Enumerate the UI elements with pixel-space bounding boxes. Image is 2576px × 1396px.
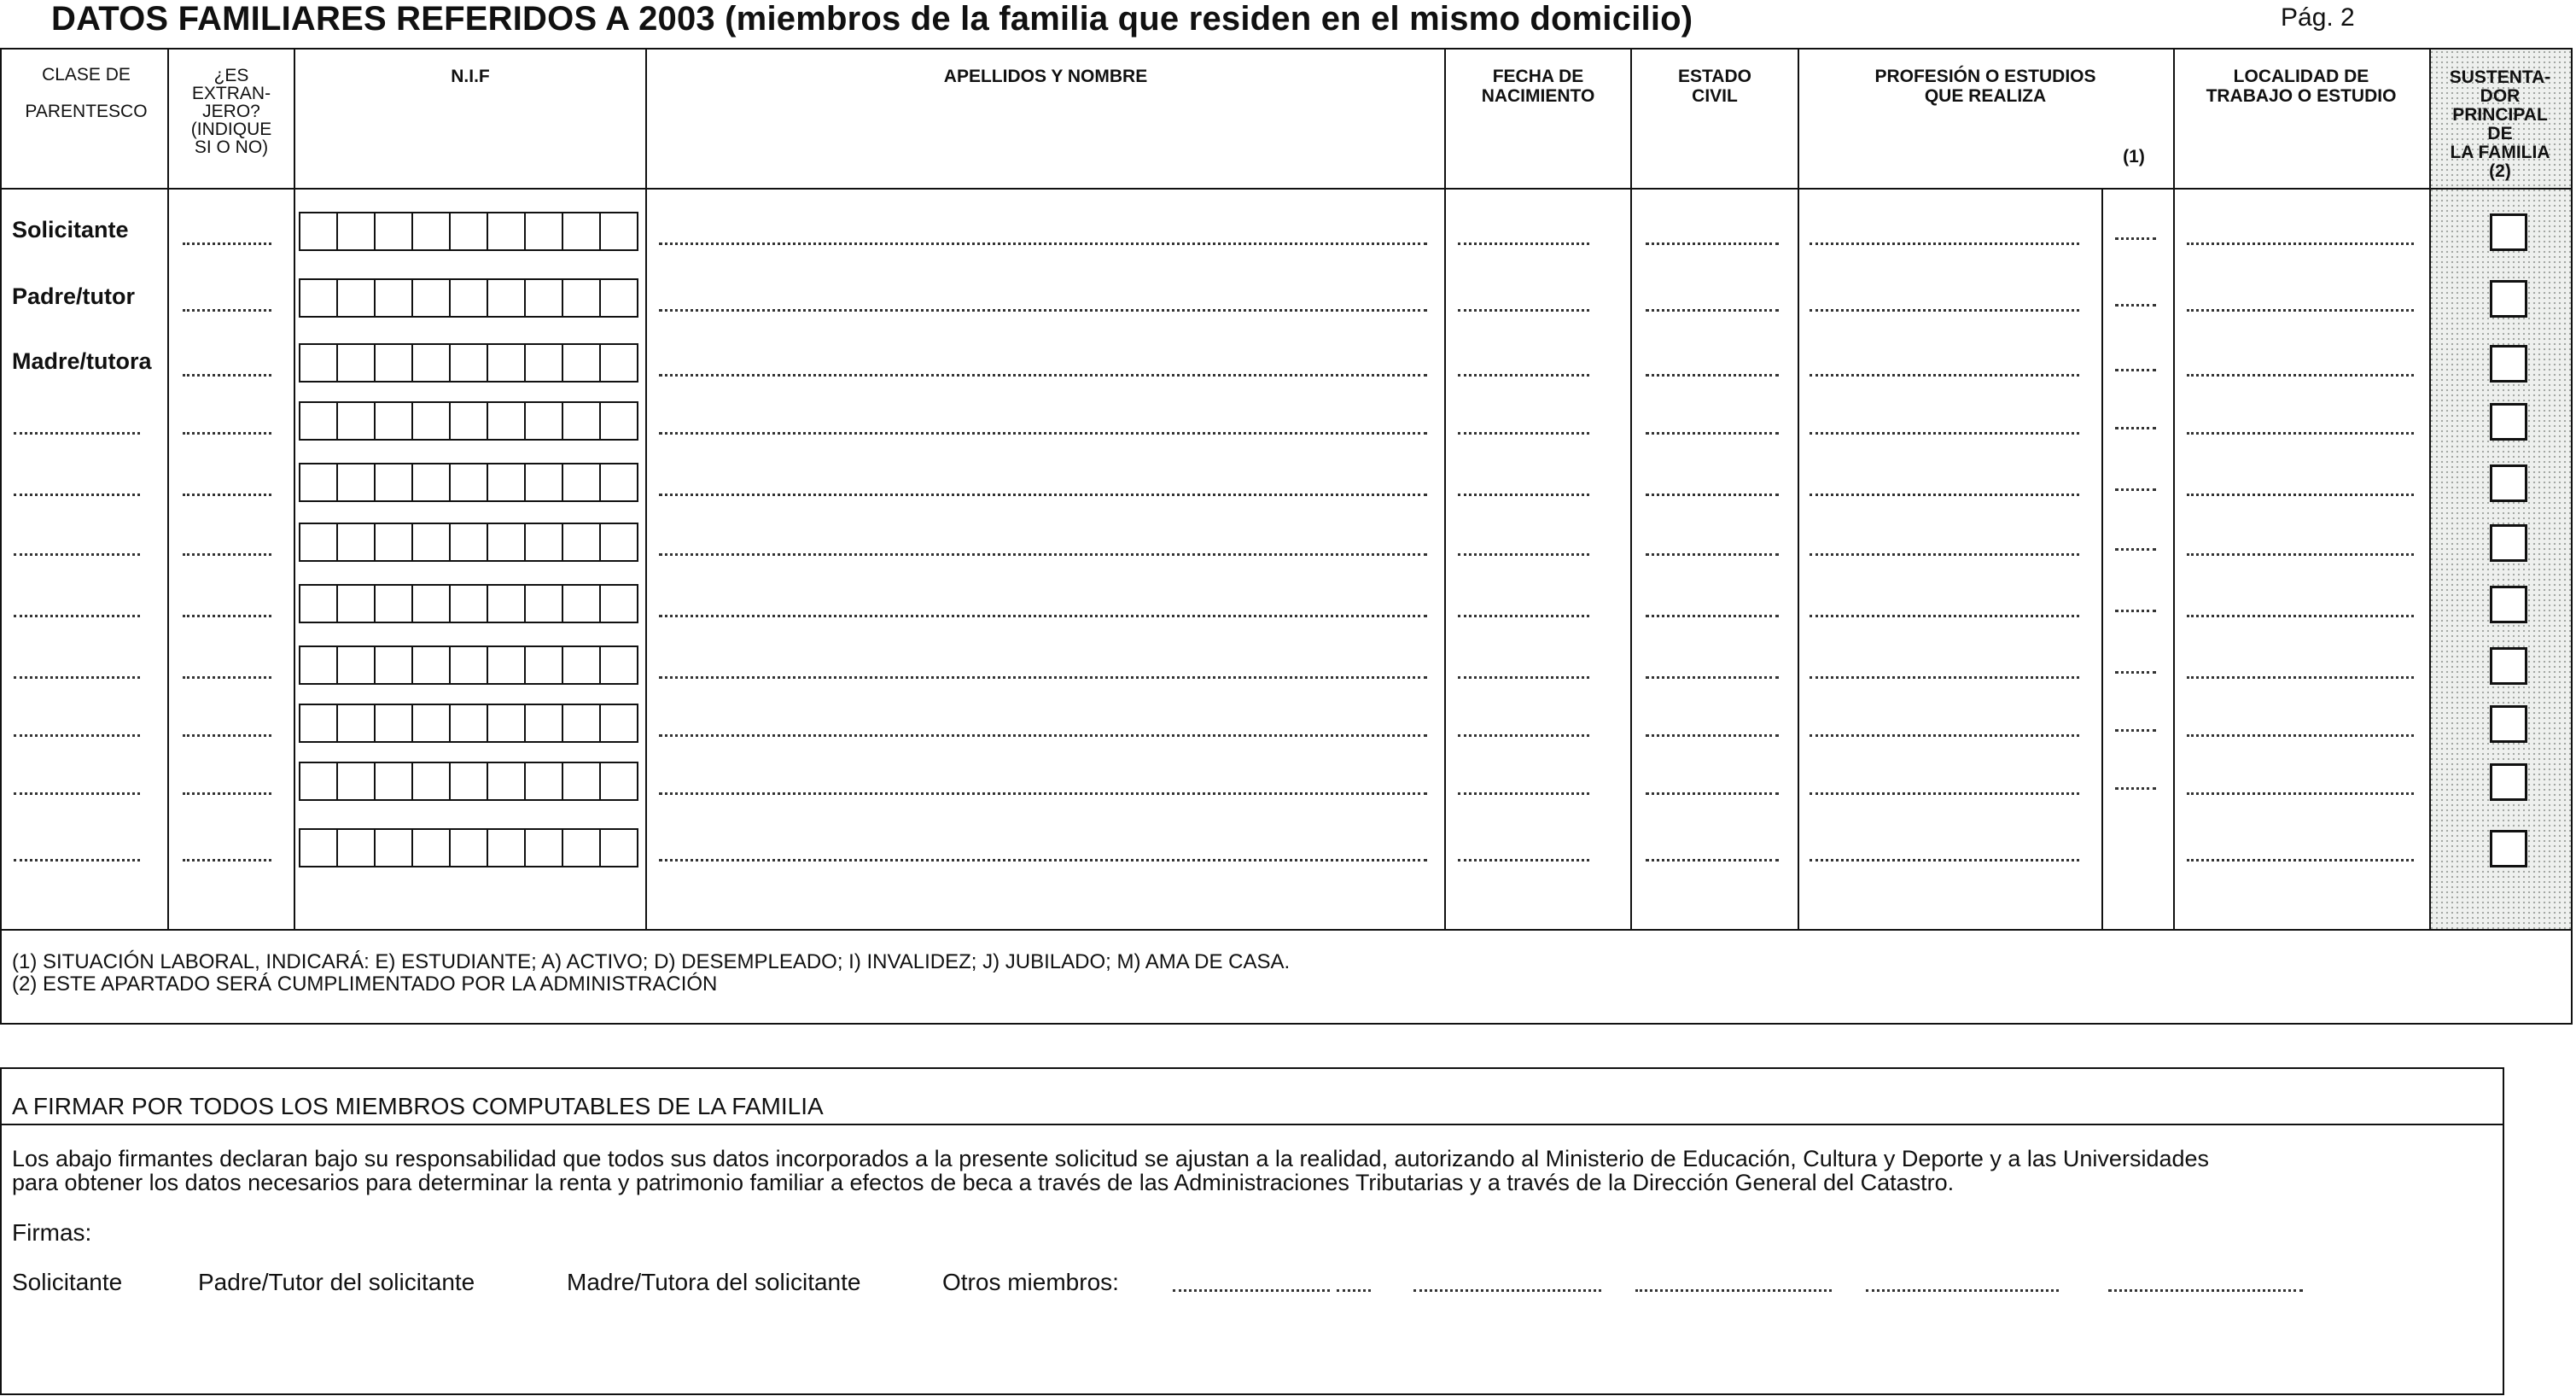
dots-localidad[interactable] [2187, 792, 2414, 795]
header-sustentador-principal: SUSTENTA- DOR PRINCIPAL DE LA FAMILIA (2) [2449, 67, 2551, 181]
nif-boxes[interactable] [299, 278, 638, 318]
nif-digit-box[interactable] [488, 345, 526, 381]
dots-estado-civil[interactable] [1646, 432, 1779, 435]
dots-estado-civil[interactable] [1646, 792, 1779, 795]
nif-digit-box[interactable] [451, 586, 488, 622]
nif-digit-box[interactable] [601, 830, 637, 866]
nif-digit-box[interactable] [451, 705, 488, 741]
nif-digit-box[interactable] [451, 345, 488, 381]
nif-digit-box[interactable] [376, 403, 413, 439]
dots-localidad[interactable] [2187, 553, 2414, 556]
sustentador-checkbox[interactable] [2490, 705, 2527, 743]
dots-extranjero[interactable] [183, 432, 271, 435]
nif-digit-box[interactable] [413, 345, 451, 381]
dots-profesion[interactable] [1810, 553, 2079, 556]
nif-digit-box[interactable] [338, 524, 376, 560]
nif-digit-box[interactable] [488, 524, 526, 560]
nif-digit-box[interactable] [601, 705, 637, 741]
header-profesion-estudios: PROFESIÓN O ESTUDIOS QUE REALIZA [1874, 67, 2096, 106]
signer-padre-tutor: Padre/Tutor del solicitante [198, 1269, 475, 1295]
sustentador-checkbox[interactable] [2490, 763, 2527, 801]
firmas-label: Firmas: [12, 1219, 92, 1246]
nif-digit-box[interactable] [338, 280, 376, 316]
nif-digit-box[interactable] [338, 647, 376, 683]
nif-digit-box[interactable] [451, 647, 488, 683]
dots-situacion-laboral[interactable] [2115, 369, 2156, 371]
dots-parentesco[interactable] [14, 432, 140, 435]
nif-digit-box[interactable] [300, 464, 338, 500]
signature-line-4[interactable] [1866, 1289, 2059, 1292]
sustentador-checkbox[interactable] [2490, 213, 2527, 251]
dots-profesion[interactable] [1810, 432, 2079, 435]
nif-digit-box[interactable] [338, 586, 376, 622]
nif-digit-box[interactable] [376, 213, 413, 249]
column-divider-note [2101, 188, 2103, 929]
declaration-line-2: para obtener los datos necesarios para determinar la renta y patrimonio familiar a efectos de beca a través de las Administraciones Tributarias y a través de la Dirección General del Catastro. [12, 1170, 1955, 1195]
nif-digit-box[interactable] [338, 464, 376, 500]
nif-digit-box[interactable] [300, 705, 338, 741]
dots-localidad[interactable] [2187, 494, 2414, 496]
nif-digit-box[interactable] [563, 763, 601, 799]
signer-madre-tutora: Madre/Tutora del solicitante [567, 1269, 861, 1295]
page-number: Pág. 2 [2281, 3, 2355, 32]
dots-fecha-nacimiento[interactable] [1458, 676, 1589, 679]
dots-extranjero[interactable] [183, 615, 271, 617]
dots-fecha-nacimiento[interactable] [1458, 553, 1589, 556]
nif-digit-box[interactable] [526, 586, 563, 622]
nif-digit-box[interactable] [563, 213, 601, 249]
nif-digit-box[interactable] [601, 280, 637, 316]
nif-digit-box[interactable] [563, 280, 601, 316]
dots-estado-civil[interactable] [1646, 859, 1779, 862]
nif-boxes[interactable] [299, 762, 638, 801]
nif-digit-box[interactable] [413, 647, 451, 683]
nif-boxes[interactable] [299, 343, 638, 383]
nif-digit-box[interactable] [601, 647, 637, 683]
nif-digit-box[interactable] [488, 280, 526, 316]
header-divider [0, 188, 2573, 190]
dots-profesion[interactable] [1810, 242, 2079, 245]
nif-boxes[interactable] [299, 463, 638, 502]
dots-situacion-laboral[interactable] [2115, 427, 2156, 429]
nif-digit-box[interactable] [413, 830, 451, 866]
nif-digit-box[interactable] [376, 647, 413, 683]
dots-parentesco[interactable] [14, 494, 140, 496]
dots-fecha-nacimiento[interactable] [1458, 374, 1589, 377]
column-divider [1798, 50, 1799, 929]
dots-profesion[interactable] [1810, 676, 2079, 679]
dots-fecha-nacimiento[interactable] [1458, 432, 1589, 435]
dots-apellidos-nombre[interactable] [659, 792, 1427, 795]
nif-digit-box[interactable] [413, 705, 451, 741]
header-apellidos-nombre: APELLIDOS Y NOMBRE [943, 67, 1148, 86]
sustentador-checkbox[interactable] [2490, 647, 2527, 685]
nif-digit-box[interactable] [376, 586, 413, 622]
dots-apellidos-nombre[interactable] [659, 494, 1427, 496]
dots-apellidos-nombre[interactable] [659, 553, 1427, 556]
nif-digit-box[interactable] [413, 763, 451, 799]
notes-divider [0, 929, 2573, 931]
dots-parentesco[interactable] [14, 792, 140, 795]
dots-situacion-laboral[interactable] [2115, 548, 2156, 551]
header-localidad: LOCALIDAD DE TRABAJO O ESTUDIO [2206, 67, 2397, 106]
nif-digit-box[interactable] [526, 213, 563, 249]
column-divider [167, 50, 169, 929]
dots-estado-civil[interactable] [1646, 374, 1779, 377]
nif-digit-box[interactable] [338, 705, 376, 741]
signature-line-3[interactable] [1635, 1289, 1832, 1292]
nif-boxes[interactable] [299, 523, 638, 562]
dots-extranjero[interactable] [183, 859, 271, 862]
nif-digit-box[interactable] [338, 830, 376, 866]
nif-digit-box[interactable] [376, 763, 413, 799]
column-divider [2429, 50, 2431, 929]
dots-apellidos-nombre[interactable] [659, 615, 1427, 617]
dots-estado-civil[interactable] [1646, 676, 1779, 679]
nif-digit-box[interactable] [488, 647, 526, 683]
dots-parentesco[interactable] [14, 615, 140, 617]
sustentador-checkbox[interactable] [2490, 524, 2527, 562]
nif-digit-box[interactable] [488, 763, 526, 799]
dots-parentesco[interactable] [14, 553, 140, 556]
page-title: DATOS FAMILIARES REFERIDOS A 2003 (miembros de la familia que residen en el mismo domicilio) [51, 0, 1693, 38]
dots-extranjero[interactable] [183, 494, 271, 496]
nif-digit-box[interactable] [601, 763, 637, 799]
nif-digit-box[interactable] [601, 464, 637, 500]
column-divider [1630, 50, 1632, 929]
row-label-parentesco: Padre/tutor [12, 283, 136, 309]
nif-digit-box[interactable] [488, 830, 526, 866]
nif-digit-box[interactable] [488, 705, 526, 741]
nif-digit-box[interactable] [563, 586, 601, 622]
nif-digit-box[interactable] [563, 524, 601, 560]
nif-digit-box[interactable] [413, 213, 451, 249]
dots-localidad[interactable] [2187, 859, 2414, 862]
nif-digit-box[interactable] [563, 403, 601, 439]
nif-digit-box[interactable] [300, 586, 338, 622]
nif-digit-box[interactable] [488, 586, 526, 622]
nif-digit-box[interactable] [526, 524, 563, 560]
dots-fecha-nacimiento[interactable] [1458, 309, 1589, 312]
dots-localidad[interactable] [2187, 242, 2414, 245]
column-divider [2173, 50, 2175, 929]
dots-extranjero[interactable] [183, 309, 271, 312]
nif-digit-box[interactable] [376, 830, 413, 866]
signer-otros-miembros: Otros miembros: [942, 1269, 1119, 1295]
dots-extranjero[interactable] [183, 242, 271, 245]
footnote-2: (2) ESTE APARTADO SERÁ CUMPLIMENTADO POR LA ADMINISTRACIÓN [12, 973, 718, 996]
dots-localidad[interactable] [2187, 734, 2414, 737]
nif-digit-box[interactable] [451, 763, 488, 799]
signature-divider [0, 1124, 2504, 1125]
dots-fecha-nacimiento[interactable] [1458, 615, 1589, 617]
nif-digit-box[interactable] [563, 647, 601, 683]
nif-digit-box[interactable] [601, 524, 637, 560]
nif-boxes[interactable] [299, 828, 638, 867]
nif-digit-box[interactable] [300, 403, 338, 439]
dots-parentesco[interactable] [14, 676, 140, 679]
dots-fecha-nacimiento[interactable] [1458, 859, 1589, 862]
nif-digit-box[interactable] [300, 763, 338, 799]
nif-boxes[interactable] [299, 645, 638, 685]
nif-digit-box[interactable] [451, 213, 488, 249]
nif-digit-box[interactable] [376, 280, 413, 316]
nif-digit-box[interactable] [601, 213, 637, 249]
dots-estado-civil[interactable] [1646, 242, 1779, 245]
declaration-line-1: Los abajo firmantes declaran bajo su responsabilidad que todos sus datos incorporados a la presente solicitud se ajustan a la realidad, autorizando al Ministerio de Educación, Cultura y Deporte y a las Universidades [12, 1146, 2210, 1171]
nif-digit-box[interactable] [338, 345, 376, 381]
dots-profesion[interactable] [1810, 309, 2079, 312]
nif-digit-box[interactable] [488, 213, 526, 249]
nif-digit-box[interactable] [376, 524, 413, 560]
nif-digit-box[interactable] [451, 280, 488, 316]
dots-situacion-laboral[interactable] [2115, 610, 2156, 612]
dots-profesion[interactable] [1810, 792, 2079, 795]
dots-apellidos-nombre[interactable] [659, 242, 1427, 245]
nif-digit-box[interactable] [563, 345, 601, 381]
nif-digit-box[interactable] [413, 464, 451, 500]
dots-situacion-laboral[interactable] [2115, 304, 2156, 307]
dots-estado-civil[interactable] [1646, 734, 1779, 737]
nif-digit-box[interactable] [376, 705, 413, 741]
nif-digit-box[interactable] [526, 647, 563, 683]
nif-digit-box[interactable] [526, 345, 563, 381]
nif-boxes[interactable] [299, 212, 638, 251]
dots-localidad[interactable] [2187, 309, 2414, 312]
nif-digit-box[interactable] [338, 763, 376, 799]
dots-fecha-nacimiento[interactable] [1458, 734, 1589, 737]
dots-profesion[interactable] [1810, 494, 2079, 496]
signature-line-2[interactable] [1413, 1289, 1601, 1292]
column-divider [294, 50, 295, 929]
nif-digit-box[interactable] [451, 830, 488, 866]
dots-estado-civil[interactable] [1646, 615, 1779, 617]
nif-digit-box[interactable] [413, 280, 451, 316]
dots-apellidos-nombre[interactable] [659, 309, 1427, 312]
nif-digit-box[interactable] [563, 705, 601, 741]
nif-digit-box[interactable] [376, 464, 413, 500]
nif-digit-box[interactable] [300, 345, 338, 381]
nif-boxes[interactable] [299, 401, 638, 441]
nif-digit-box[interactable] [526, 705, 563, 741]
dots-extranjero[interactable] [183, 553, 271, 556]
nif-digit-box[interactable] [451, 524, 488, 560]
nif-digit-box[interactable] [563, 830, 601, 866]
nif-digit-box[interactable] [413, 403, 451, 439]
sustentador-checkbox[interactable] [2490, 345, 2527, 383]
column-divider [645, 50, 647, 929]
dots-estado-civil[interactable] [1646, 553, 1779, 556]
sustentador-checkbox[interactable] [2490, 280, 2527, 318]
header-nif: N.I.F [451, 67, 490, 86]
sustentador-checkbox[interactable] [2490, 830, 2527, 867]
dots-extranjero[interactable] [183, 374, 271, 377]
signature-line-1b[interactable] [1337, 1289, 1371, 1292]
nif-digit-box[interactable] [413, 524, 451, 560]
header-clase-parentesco: CLASE DE PARENTESCO [25, 65, 148, 121]
header-fecha-nacimiento: FECHA DE NACIMIENTO [1481, 67, 1595, 106]
dots-fecha-nacimiento[interactable] [1458, 494, 1589, 496]
dots-apellidos-nombre[interactable] [659, 432, 1427, 435]
nif-digit-box[interactable] [451, 464, 488, 500]
nif-digit-box[interactable] [526, 830, 563, 866]
dots-profesion[interactable] [1810, 734, 2079, 737]
nif-digit-box[interactable] [338, 213, 376, 249]
nif-digit-box[interactable] [300, 830, 338, 866]
sustentador-checkbox[interactable] [2490, 586, 2527, 623]
dots-fecha-nacimiento[interactable] [1458, 242, 1589, 245]
dots-situacion-laboral[interactable] [2115, 237, 2156, 240]
nif-digit-box[interactable] [300, 280, 338, 316]
dots-extranjero[interactable] [183, 734, 271, 737]
nif-digit-box[interactable] [563, 464, 601, 500]
dots-localidad[interactable] [2187, 374, 2414, 377]
dots-situacion-laboral[interactable] [2115, 787, 2156, 790]
nif-digit-box[interactable] [601, 586, 637, 622]
row-label-parentesco: Madre/tutora [12, 348, 152, 374]
nif-digit-box[interactable] [488, 403, 526, 439]
dots-profesion[interactable] [1810, 374, 2079, 377]
nif-digit-box[interactable] [413, 586, 451, 622]
dots-parentesco[interactable] [14, 734, 140, 737]
signature-line-5[interactable] [2108, 1289, 2303, 1292]
dots-estado-civil[interactable] [1646, 309, 1779, 312]
nif-digit-box[interactable] [300, 647, 338, 683]
row-label-parentesco: Solicitante [12, 217, 129, 242]
dots-situacion-laboral[interactable] [2115, 488, 2156, 491]
dots-localidad[interactable] [2187, 432, 2414, 435]
dots-situacion-laboral[interactable] [2115, 671, 2156, 674]
dots-localidad[interactable] [2187, 615, 2414, 617]
signature-line-1[interactable] [1173, 1289, 1330, 1292]
dots-apellidos-nombre[interactable] [659, 859, 1427, 862]
dots-situacion-laboral[interactable] [2115, 729, 2156, 732]
nif-digit-box[interactable] [601, 345, 637, 381]
column-divider [1444, 50, 1446, 929]
nif-boxes[interactable] [299, 704, 638, 743]
dots-apellidos-nombre[interactable] [659, 676, 1427, 679]
nif-digit-box[interactable] [300, 524, 338, 560]
nif-digit-box[interactable] [526, 464, 563, 500]
dots-extranjero[interactable] [183, 676, 271, 679]
dots-localidad[interactable] [2187, 676, 2414, 679]
nif-digit-box[interactable] [488, 464, 526, 500]
nif-digit-box[interactable] [526, 763, 563, 799]
signature-heading: A FIRMAR POR TODOS LOS MIEMBROS COMPUTABLES DE LA FAMILIA [12, 1093, 824, 1119]
dots-extranjero[interactable] [183, 792, 271, 795]
nif-digit-box[interactable] [451, 403, 488, 439]
sustentador-checkbox[interactable] [2490, 464, 2527, 502]
dots-fecha-nacimiento[interactable] [1458, 792, 1589, 795]
header-extranjero: ¿ES EXTRAN- JERO? (INDIQUE SI O NO) [190, 66, 272, 157]
header-estado-civil: ESTADO CIVIL [1678, 67, 1751, 106]
dots-apellidos-nombre[interactable] [659, 374, 1427, 377]
dots-estado-civil[interactable] [1646, 494, 1779, 496]
dots-profesion[interactable] [1810, 615, 2079, 617]
nif-digit-box[interactable] [601, 403, 637, 439]
nif-digit-box[interactable] [338, 403, 376, 439]
signer-solicitante: Solicitante [12, 1269, 123, 1295]
sustentador-checkbox[interactable] [2490, 403, 2527, 441]
dots-apellidos-nombre[interactable] [659, 734, 1427, 737]
nif-digit-box[interactable] [526, 280, 563, 316]
footnote-1: (1) SITUACIÓN LABORAL, INDICARÁ: E) ESTUDIANTE; A) ACTIVO; D) DESEMPLEADO; I) INVALIDEZ; J) JUBILADO; M) AMA DE CASA. [12, 950, 1291, 973]
nif-digit-box[interactable] [300, 213, 338, 249]
dots-profesion[interactable] [1810, 859, 2079, 862]
nif-digit-box[interactable] [376, 345, 413, 381]
header-note-1: (1) [2123, 147, 2145, 166]
dots-parentesco[interactable] [14, 859, 140, 862]
nif-boxes[interactable] [299, 584, 638, 623]
nif-digit-box[interactable] [526, 403, 563, 439]
